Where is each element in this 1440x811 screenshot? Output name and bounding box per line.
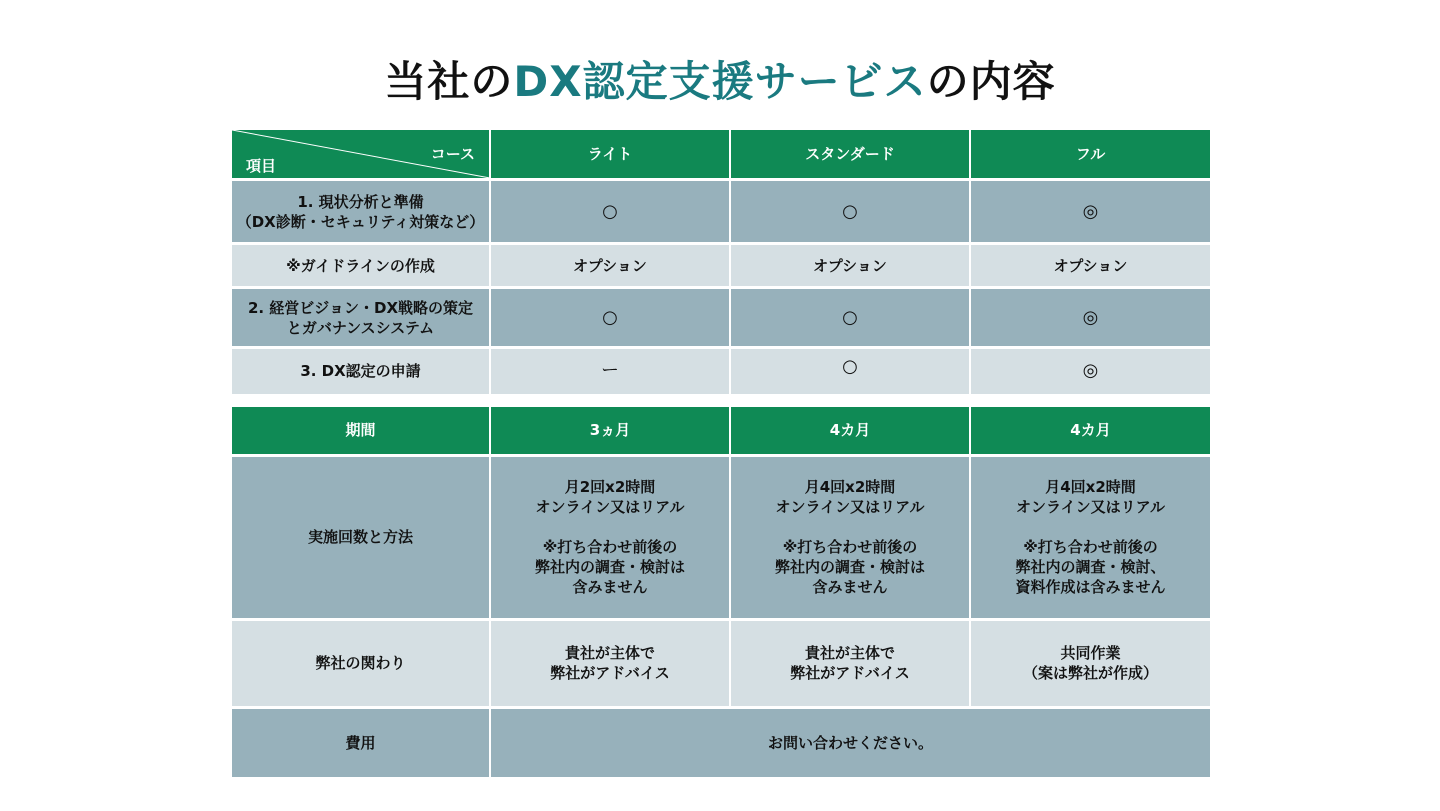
sessions-row: [232, 455, 1210, 619]
title-suffix: の内容: [926, 57, 1056, 106]
sessions-note: ※打ち合わせ前後の 弊社内の調査・検討は 含みません: [774, 538, 925, 596]
table-cell: ○: [730, 180, 970, 244]
sessions-standard: [730, 455, 970, 619]
row-label: 3. DX認定の申請: [232, 348, 490, 394]
course-standard: スタンダード: [730, 130, 970, 180]
sessions-main: 月4回x2時間 オンライン又はリアル: [1016, 478, 1165, 516]
course-full: フル: [970, 130, 1210, 180]
fee-value: お問い合わせください。: [490, 707, 1210, 777]
table-cell: ○: [730, 348, 970, 394]
table-row: [232, 288, 1210, 348]
table-row: [232, 348, 1210, 394]
sessions-main: 月2回x2時間 オンライン又はリアル: [535, 478, 685, 516]
table-cell: オプション: [730, 244, 970, 288]
corner-item-label: 項目: [246, 157, 277, 175]
table-cell: オプション: [970, 244, 1210, 288]
table-row: [232, 180, 1210, 244]
table-cell: ◎: [970, 180, 1210, 244]
sessions-main: 月4回x2時間 オンライン又はリアル: [775, 478, 925, 516]
involvement-lite: 貴社が主体で 弊社がアドバイス: [490, 619, 730, 707]
table-cell: ー: [490, 348, 730, 394]
period-label: 期間: [232, 407, 490, 455]
table-cell: オプション: [490, 244, 730, 288]
row-label: 1. 現状分析と準備 （DX診断・セキュリティ対策など）: [232, 180, 490, 244]
involvement-row: [232, 619, 1210, 707]
period-row: [232, 407, 1210, 455]
terms-table: [232, 407, 1210, 777]
involvement-standard: 貴社が主体で 弊社がアドバイス: [730, 619, 970, 707]
period-full: 4カ月: [970, 407, 1210, 455]
corner-course-label: コース: [430, 145, 475, 163]
page-title: [0, 50, 1440, 114]
row-label: ※ガイドラインの作成: [232, 244, 490, 288]
involvement-label: 弊社の関わり: [232, 619, 490, 707]
title-prefix: 当社の: [384, 57, 514, 106]
course-header-row: [232, 130, 1210, 180]
corner-cell: [232, 130, 490, 180]
involvement-full: 共同作業 （案は弊社が作成）: [970, 619, 1210, 707]
sessions-note: ※打ち合わせ前後の 弊社内の調査・検討は 含みません: [534, 538, 685, 596]
table-cell: ○: [730, 288, 970, 348]
sessions-lite: [490, 455, 730, 619]
table-row: [232, 244, 1210, 288]
table-cell: ○: [490, 180, 730, 244]
table-cell: ○: [490, 288, 730, 348]
row-label: 2. 経営ビジョン・DX戦略の策定 とガバナンスシステム: [232, 288, 490, 348]
title-accent: DX認定支援サービス: [513, 57, 927, 106]
fee-label: 費用: [232, 707, 490, 777]
sessions-note: ※打ち合わせ前後の 弊社内の調査・検討、 資料作成は含みません: [1015, 538, 1166, 596]
service-table: [232, 130, 1210, 394]
sessions-label: 実施回数と方法: [232, 455, 490, 619]
sessions-full: [970, 455, 1210, 619]
course-lite: ライト: [490, 130, 730, 180]
table-cell: ◎: [970, 288, 1210, 348]
period-lite: 3ヵ月: [490, 407, 730, 455]
period-standard: 4カ月: [730, 407, 970, 455]
table-cell: ◎: [970, 348, 1210, 394]
fee-row: [232, 707, 1210, 777]
